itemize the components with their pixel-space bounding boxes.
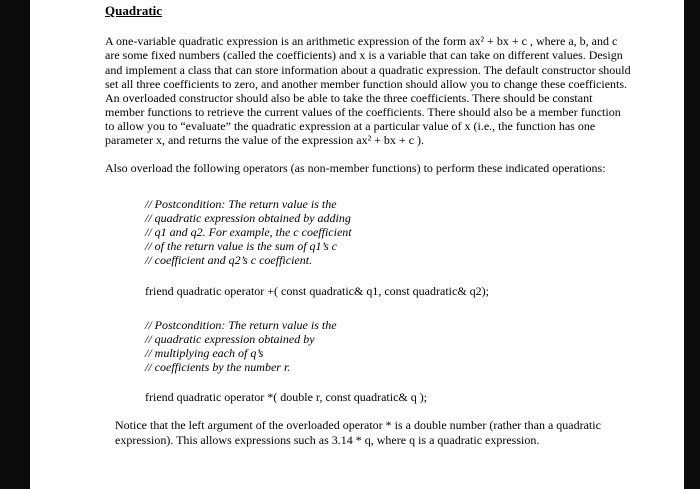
comment-line: // multiplying each of q’s xyxy=(145,345,264,360)
friend-operator-plus-line: friend quadratic operator +( const quadratic& q1, const quadratic& q2); xyxy=(145,283,489,298)
comment-line: // Postcondition: The return value is the xyxy=(145,317,337,332)
comment-line: // quadratic expression obtained by adding xyxy=(145,210,351,225)
friend-operator-multiply-line: friend quadratic operator *( double r, const quadratic& q ); xyxy=(145,390,428,405)
comment-line: // coefficients by the number r. xyxy=(145,360,291,375)
right-black-margin xyxy=(684,0,700,489)
intro-paragraph: A one-variable quadratic expression is an arithmetic expression of the form ax² + bx + c , where a, b, and c are some fixed numbers (called the coefficients) and x is a variable that can take on different values. Design and implement a class that can store information about a quadratic expression. The default constructor should set all three coefficients to zero, and another member function should allow you to change these coefficients. An overloaded constructor should also be able to take the three coefficients. There should be constant member functions to retrieve the current values of the coefficients. There should also be a member function to allow you to “evaluate” the quadratic expression at a particular value of x (i.e., the function has one parameter x, and returns the value of the expression ax² + bx + c ). xyxy=(105,34,631,148)
comment-block-addition xyxy=(145,197,632,268)
comment-line: // q1 and q2. For example, the c coefficient xyxy=(145,225,352,240)
comment-line: // of the return value is the sum of q1’s c xyxy=(145,239,337,254)
notice-paragraph: Notice that the left argument of the overloaded operator * is a double number (rather than a quadratic expression). This allows expressions such as 3.14 * q, where q is a quadratic expression. xyxy=(115,418,601,447)
comment-block-multiplication xyxy=(145,318,632,375)
comment-line: // Postcondition: The return value is the xyxy=(145,196,337,211)
comment-line: // quadratic expression obtained by xyxy=(145,331,315,346)
document-body xyxy=(105,2,632,459)
document-title: Quadratic xyxy=(105,3,163,18)
left-black-margin xyxy=(0,0,30,489)
comment-line: // coefficient and q2’s c coefficient. xyxy=(145,253,313,268)
overload-paragraph: Also overload the following operators (as non-member functions) to perform these indicated operations: xyxy=(105,160,606,175)
